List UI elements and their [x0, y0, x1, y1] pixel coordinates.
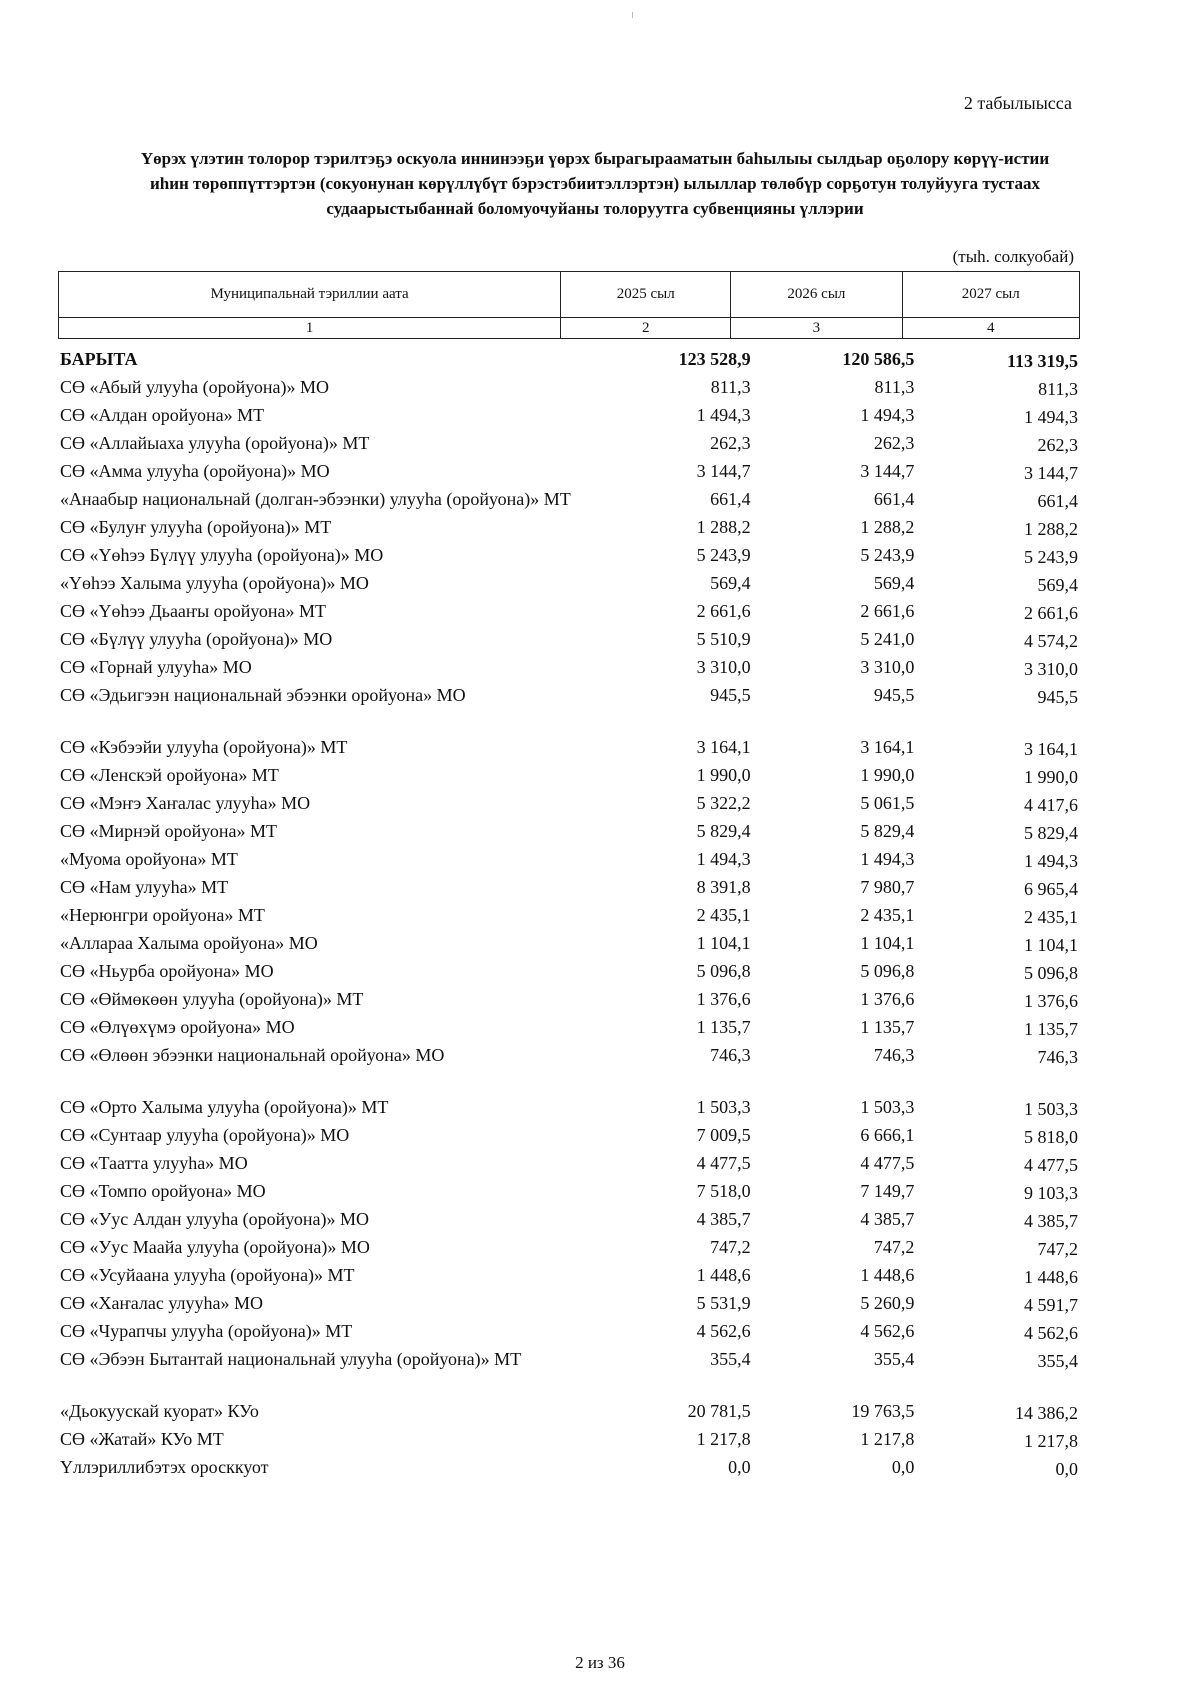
municipality-name: СӨ «Уус Алдан улууһа (оройуона)» МО	[60, 1209, 369, 1229]
value-2027: 3 144,7	[1024, 463, 1079, 483]
table-row	[58, 487, 1080, 515]
table-row	[58, 599, 1080, 627]
total-label: БАРЫТА	[60, 349, 138, 369]
value-2027: 945,5	[1037, 687, 1079, 707]
value-2025: 1 503,3	[696, 1097, 751, 1117]
table-row	[58, 1263, 1080, 1291]
value-2026: 1 990,0	[860, 765, 915, 785]
value-2027: 4 477,5	[1024, 1155, 1079, 1175]
value-2025: 8 391,8	[696, 877, 751, 897]
page-number: 2 из 36	[575, 1653, 625, 1672]
value-2026: 3 144,7	[860, 461, 915, 481]
table-row	[58, 819, 1080, 847]
value-2027: 1 990,0	[1024, 767, 1079, 787]
municipality-name: СӨ «Абый улууһа (оройуона)» МО	[60, 377, 329, 397]
value-2026: 945,5	[873, 685, 915, 705]
table-row	[58, 959, 1080, 987]
municipality-name: СӨ «Таатта улууһа» МО	[60, 1153, 248, 1173]
municipality-name: «Муома оройуона» МТ	[60, 849, 238, 869]
table-row	[58, 1347, 1080, 1375]
value-2026: 5 241,0	[860, 629, 915, 649]
value-2027: 1 448,6	[1024, 1267, 1079, 1287]
value-2027: 1 503,3	[1024, 1099, 1079, 1119]
value-2025: 5 531,9	[696, 1293, 751, 1313]
municipality-name: СӨ «Чурапчы улууһа (оройуона)» МТ	[60, 1321, 353, 1341]
value-2025: 5 096,8	[696, 961, 751, 981]
header-municipality: Муниципальнай тэриллии аата	[59, 272, 561, 318]
value-2025: 7 518,0	[696, 1181, 751, 1201]
value-2026: 7 149,7	[860, 1181, 915, 1201]
value-2027: 811,3	[1038, 379, 1079, 399]
value-2025: 5 510,9	[696, 629, 751, 649]
table-row	[58, 847, 1080, 875]
municipality-name: Үллэриллибэтэх оросккуот	[60, 1457, 269, 1477]
municipality-name: «Дьокуускай куорат» КУо	[60, 1401, 259, 1421]
value-2026: 661,4	[873, 489, 915, 509]
value-2026: 747,2	[873, 1237, 915, 1257]
municipality-name: СӨ «Өлүөхүмэ оройуона» МО	[60, 1017, 295, 1037]
municipality-name: СӨ «Горнай улууһа» МО	[60, 657, 252, 677]
value-2025: 262,3	[710, 433, 751, 453]
value-2027: 1 217,8	[1024, 1431, 1079, 1451]
value-2027: 4 385,7	[1024, 1211, 1079, 1231]
value-2026: 355,4	[873, 1349, 915, 1369]
table-row	[58, 1399, 1080, 1427]
scan-mark	[632, 12, 633, 18]
value-2027: 5 818,0	[1024, 1127, 1079, 1147]
value-2025: 1 104,1	[696, 933, 751, 953]
value-2025: 2 435,1	[696, 905, 751, 925]
value-2025: 747,2	[710, 1237, 751, 1257]
value-2027: 1 376,6	[1024, 991, 1079, 1011]
municipality-name: СӨ «Орто Халыма улууһа (оройуона)» МТ	[60, 1097, 389, 1117]
value-2025: 661,4	[710, 489, 751, 509]
municipality-name: СӨ «Усуйаана улууһа (оройуона)» МТ	[60, 1265, 355, 1285]
value-2026: 811,3	[874, 377, 915, 397]
value-2025: 1 376,6	[696, 989, 751, 1009]
table-row	[58, 1207, 1080, 1235]
table-row	[58, 1291, 1080, 1319]
value-2027: 3 310,0	[1024, 659, 1079, 679]
value-2026: 7 980,7	[860, 877, 915, 897]
value-2027: 9 103,3	[1024, 1183, 1079, 1203]
table-body	[58, 347, 1080, 1483]
table-row	[58, 1319, 1080, 1347]
value-2026: 1 494,3	[860, 405, 915, 425]
table-row	[58, 1427, 1080, 1455]
municipality-name: СӨ «Бүлүү улууһа (оройуона)» МО	[60, 629, 333, 649]
value-2026: 2 435,1	[860, 905, 915, 925]
value-2026: 746,3	[873, 1045, 915, 1065]
municipality-name: СӨ «Үөһээ Дьааҥы оройуона» МТ	[60, 601, 327, 621]
value-2027: 4 591,7	[1024, 1295, 1079, 1315]
value-2025: 4 385,7	[696, 1209, 751, 1229]
title-line: Үөрэх үлэтин толорор тэрилтэҕэ оскуола иннинээҕи үөрэх бырагырааматын баһылыы сылдьар оҕолору көрүү-истии	[140, 149, 1050, 168]
table-row	[58, 1179, 1080, 1207]
value-2025: 3 310,0	[696, 657, 751, 677]
value-2026: 1 494,3	[860, 849, 915, 869]
table-row	[58, 627, 1080, 655]
value-2027: 4 562,6	[1024, 1323, 1079, 1343]
value-2027: 1 288,2	[1024, 519, 1079, 539]
value-2027: 3 164,1	[1024, 739, 1079, 759]
value-2026: 0,0	[891, 1457, 915, 1477]
municipality-name: СӨ «Сунтаар улууһа (оройуона)» МО	[60, 1125, 350, 1145]
value-2027: 4 574,2	[1024, 631, 1079, 651]
municipality-name: СӨ «Ленскэй оройуона» МТ	[60, 765, 279, 785]
value-2027: 569,4	[1037, 575, 1079, 595]
value-2025: 945,5	[710, 685, 751, 705]
total-row	[58, 347, 1080, 375]
table-row	[58, 375, 1080, 403]
municipality-name: СӨ «Үөһээ Бүлүү улууһа (оройуона)» МО	[60, 545, 384, 565]
municipality-name: «Нерюнгри оройуона» МТ	[60, 905, 265, 925]
value-2026: 1 288,2	[860, 517, 915, 537]
value-2025: 3 144,7	[696, 461, 751, 481]
table-row	[58, 791, 1080, 819]
value-2026: 6 666,1	[860, 1125, 915, 1145]
value-2025: 1 448,6	[696, 1265, 751, 1285]
table-row	[58, 1123, 1080, 1151]
municipality-name: СӨ «Өлөөн эбээнки национальнай оройуона» МО	[60, 1045, 445, 1065]
value-2025: 7 009,5	[696, 1125, 751, 1145]
value-2025: 20 781,5	[687, 1401, 751, 1421]
value-2027: 6 965,4	[1024, 879, 1079, 899]
municipality-name: «Анаабыр национальнай (долган-эбээнки) улууһа (оройуона)» МТ	[60, 489, 571, 509]
value-2026: 2 661,6	[860, 601, 915, 621]
municipality-name: СӨ «Булуҥ улууһа (оройуона)» МТ	[60, 517, 332, 537]
municipality-name: СӨ «Хаҥалас улууһа» МО	[60, 1293, 264, 1313]
value-2026: 1 376,6	[860, 989, 915, 1009]
value-2027: 1 494,3	[1024, 851, 1079, 871]
header-num-3: 3	[731, 318, 902, 339]
table-row	[58, 1043, 1080, 1071]
total-2025: 123 528,9	[678, 349, 751, 369]
value-2026: 3 164,1	[860, 737, 915, 757]
table-header	[58, 271, 1080, 339]
value-2025: 5 243,9	[696, 545, 751, 565]
value-2027: 1 494,3	[1024, 407, 1079, 427]
municipality-name: СӨ «Амма улууһа (оройуона)» МО	[60, 461, 330, 481]
value-2025: 355,4	[710, 1349, 751, 1369]
table-row	[58, 655, 1080, 683]
value-2027: 2 661,6	[1024, 603, 1079, 623]
value-2025: 4 562,6	[696, 1321, 751, 1341]
value-2027: 5 243,9	[1024, 547, 1079, 567]
header-2025: 2025 сыл	[561, 272, 731, 318]
table-row	[58, 459, 1080, 487]
value-2025: 746,3	[710, 1045, 751, 1065]
total-2027: 113 319,5	[1007, 351, 1079, 371]
table-row	[58, 515, 1080, 543]
header-num-1: 1	[59, 318, 561, 339]
value-2026: 1 217,8	[860, 1429, 915, 1449]
value-2027: 5 096,8	[1024, 963, 1079, 983]
value-2025: 569,4	[710, 573, 751, 593]
value-2026: 1 135,7	[860, 1017, 915, 1037]
value-2025: 1 217,8	[696, 1429, 751, 1449]
table-row	[58, 1455, 1080, 1483]
municipality-name: СӨ «Мирнэй оройуона» МТ	[60, 821, 277, 841]
value-2027: 0,0	[1055, 1459, 1079, 1479]
value-2027: 5 829,4	[1024, 823, 1079, 843]
table-row	[58, 1095, 1080, 1123]
table-row	[58, 763, 1080, 791]
value-2026: 5 260,9	[860, 1293, 915, 1313]
value-2025: 4 477,5	[696, 1153, 751, 1173]
table-row	[58, 987, 1080, 1015]
table-row	[58, 431, 1080, 459]
header-num-2: 2	[561, 318, 731, 339]
value-2026: 4 562,6	[860, 1321, 915, 1341]
municipality-name: СӨ «Ньурба оройуона» МО	[60, 961, 274, 981]
value-2025: 5 829,4	[696, 821, 751, 841]
municipality-name: СӨ «Эбээн Бытантай национальнай улууһа (оройуона)» МТ	[60, 1349, 522, 1369]
municipality-name: СӨ «Эдьигээн национальнай эбээнки оройуона» МО	[60, 685, 466, 705]
value-2026: 4 385,7	[860, 1209, 915, 1229]
value-2026: 3 310,0	[860, 657, 915, 677]
table-row	[58, 875, 1080, 903]
table-row	[58, 1235, 1080, 1263]
total-2026: 120 586,5	[842, 349, 915, 369]
municipality-name: СӨ «Өймөкөөн улууһа (оройуона)» МТ	[60, 989, 364, 1009]
value-2025: 2 661,6	[696, 601, 751, 621]
value-2027: 746,3	[1037, 1047, 1079, 1067]
municipality-name: СӨ «Нам улууһа» МТ	[60, 877, 229, 897]
table-row	[58, 903, 1080, 931]
table-row	[58, 1015, 1080, 1043]
value-2025: 1 990,0	[696, 765, 751, 785]
value-2025: 3 164,1	[696, 737, 751, 757]
value-2026: 569,4	[873, 573, 915, 593]
value-2026: 5 096,8	[860, 961, 915, 981]
municipality-name: СӨ «Аллайыаха улууһа (оройуона)» МТ	[60, 433, 370, 453]
value-2026: 5 243,9	[860, 545, 915, 565]
value-2026: 5 829,4	[860, 821, 915, 841]
value-2027: 661,4	[1037, 491, 1079, 511]
value-2026: 1 104,1	[860, 933, 915, 953]
value-2026: 1 503,3	[860, 1097, 915, 1117]
value-2027: 747,2	[1037, 1239, 1079, 1259]
municipality-name: СӨ «Кэбээйи улууһа (оройуона)» МТ	[60, 737, 348, 757]
municipality-name: СӨ «Алдан оройуона» МТ	[60, 405, 265, 425]
document-title	[50, 146, 1140, 221]
value-2026: 19 763,5	[851, 1401, 915, 1421]
value-2027: 2 435,1	[1024, 907, 1079, 927]
value-2027: 262,3	[1037, 435, 1079, 455]
value-2026: 262,3	[873, 433, 915, 453]
value-2027: 1 135,7	[1024, 1019, 1079, 1039]
value-2025: 811,3	[710, 377, 751, 397]
value-2027: 1 104,1	[1024, 935, 1079, 955]
table-row	[58, 1151, 1080, 1179]
appendix-label: 2 табылыысса	[963, 93, 1072, 113]
header-2027: 2027 сыл	[902, 272, 1080, 318]
value-2025: 0,0	[728, 1457, 751, 1477]
value-2026: 4 477,5	[860, 1153, 915, 1173]
value-2027: 4 417,6	[1024, 795, 1079, 815]
municipality-name: СӨ «Жатай» КУо МТ	[60, 1429, 224, 1449]
title-line: иһин төрөппүттэртэн (сокуонунан көрүллүбүт бэрэстэбиитэллэртэн) ылыллар төлөбүр сорҕотун толуйууга тустаах	[149, 174, 1041, 193]
municipality-name: «Аллараа Халыма оройуона» МО	[60, 933, 318, 953]
table-row	[58, 403, 1080, 431]
value-2025: 1 494,3	[696, 849, 751, 869]
title-line: судаарыстыбаннай боломуочуйаны толоруутга субвенцияны үллэрии	[326, 199, 864, 218]
value-2025: 5 322,2	[696, 793, 751, 813]
table-row	[58, 543, 1080, 571]
value-2025: 1 288,2	[696, 517, 751, 537]
value-2027: 355,4	[1037, 1351, 1079, 1371]
value-2025: 1 135,7	[696, 1017, 751, 1037]
value-2027: 14 386,2	[1015, 1403, 1079, 1423]
group-gap	[58, 711, 1080, 735]
table-row	[58, 571, 1080, 599]
group-gap	[58, 1071, 1080, 1095]
header-num-4: 4	[902, 318, 1080, 339]
units-label: (тыһ. солкуобай)	[952, 247, 1074, 266]
group-gap	[58, 1375, 1080, 1399]
table-row	[58, 683, 1080, 711]
municipality-name: «Үөһээ Халыма улууһа (оройуона)» МО	[60, 573, 369, 593]
municipality-name: СӨ «Уус Маайа улууһа (оройуона)» МО	[60, 1237, 370, 1257]
value-2026: 5 061,5	[860, 793, 915, 813]
value-2025: 1 494,3	[696, 405, 751, 425]
header-2026: 2026 сыл	[731, 272, 902, 318]
table-row	[58, 735, 1080, 763]
table-row	[58, 931, 1080, 959]
municipality-name: СӨ «Мэҥэ Хаҥалас улууһа» МО	[60, 793, 311, 813]
value-2026: 1 448,6	[860, 1265, 915, 1285]
municipality-name: СӨ «Томпо оройуона» МО	[60, 1181, 266, 1201]
